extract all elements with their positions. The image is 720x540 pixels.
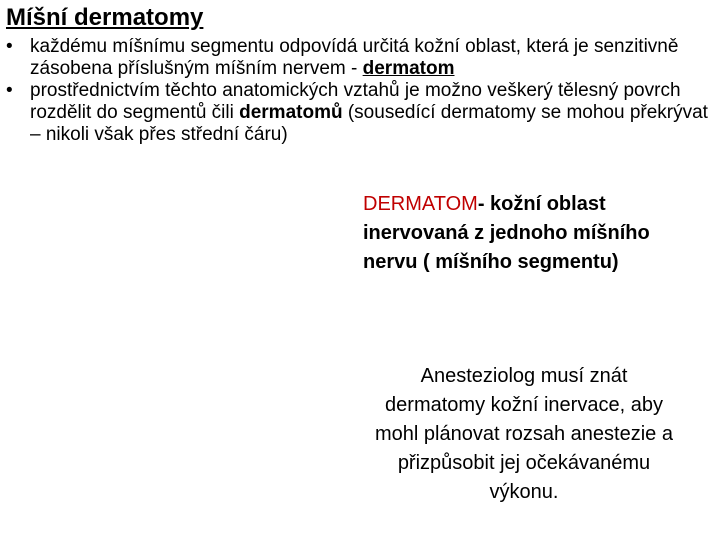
- bullet-list: [4, 36, 716, 146]
- definition-box: [363, 190, 683, 277]
- anesthesiology-note: Anesteziolog musí znát dermatomy kožní inervace, aby mohl plánovat rozsah anestezie a přizpůsobit jej očekávanému výkonu.: [375, 365, 673, 503]
- bullet-emphasis-term: dermatomů: [239, 102, 343, 123]
- bullet-marker: •: [6, 80, 13, 101]
- definition-text: - kožní oblast inervovaná z jednoho míšního nervu ( míšního segmentu): [363, 193, 650, 273]
- slide-title: Míšní dermatomy: [6, 4, 204, 31]
- bullet-text: každému míšnímu segmentu odpovídá určitá kožní oblast, která je senzitivně zásobena příslušným míšním nervem -: [30, 36, 679, 79]
- bullet-item-2: [4, 80, 716, 146]
- bullet-item-1: [4, 36, 716, 80]
- bullet-emphasis-term: dermatom: [362, 58, 455, 79]
- bullet-text-before: prostřednictvím těchto anatomických vztahů je možno veškerý tělesný povrch rozdělit do segmentů čili: [30, 80, 681, 123]
- bullet-text-after: (sousedící dermatomy se mohou překrývat – nikoli však přes střední čáru): [30, 102, 708, 145]
- bullet-marker: •: [6, 36, 13, 57]
- definition-term: DERMATOM: [363, 193, 478, 215]
